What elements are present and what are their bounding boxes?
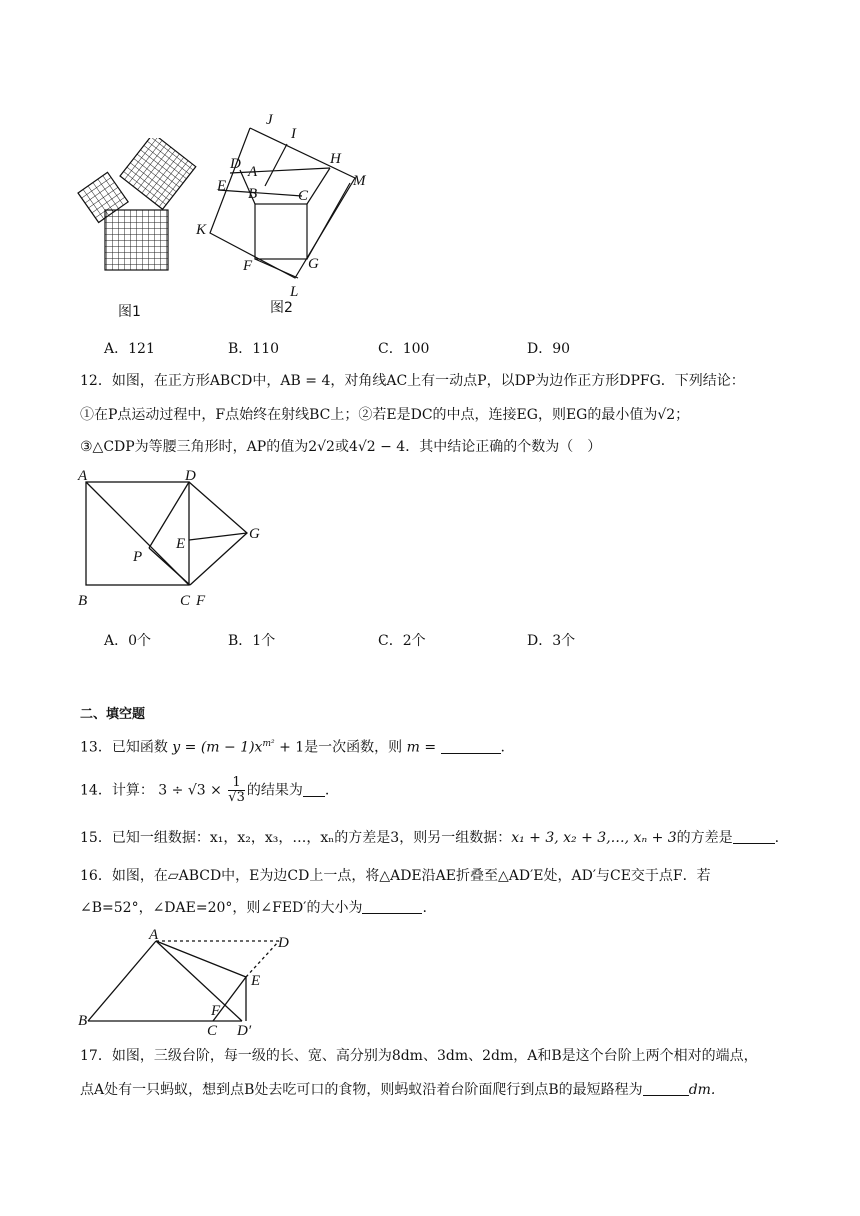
q16-line-2: ∠B=52°，∠DAE=20°，则∠FED′的大小为 .	[80, 900, 427, 916]
svg-text:J: J	[266, 112, 273, 128]
svg-text:C: C	[180, 593, 191, 609]
svg-text:F: F	[211, 1003, 221, 1019]
fig2-caption: 图2	[270, 300, 293, 316]
svg-text:I: I	[291, 126, 296, 142]
svg-text:B: B	[78, 593, 88, 609]
q13: 13．已知函数 $y = (m - 1)x^{m^2} + 1$是一次函数，则 m = .	[80, 739, 505, 756]
q16-figure	[74, 925, 304, 1040]
svg-text:B: B	[78, 1013, 88, 1029]
q14-answer-blank[interactable]	[303, 782, 325, 797]
svg-text:K: K	[196, 222, 207, 238]
svg-text:E: E	[217, 178, 227, 194]
q11-choice-d[interactable]: D．90	[527, 341, 571, 357]
svg-text:F: F	[196, 593, 206, 609]
svg-text:G: G	[308, 256, 319, 272]
svg-text:A: A	[149, 927, 159, 943]
q13-answer-blank[interactable]	[441, 739, 501, 754]
q12-choice-d[interactable]: D．3个	[527, 633, 576, 649]
medium-grid-square	[120, 138, 196, 209]
svg-text:E: E	[176, 536, 186, 552]
svg-text:G: G	[249, 526, 260, 542]
q12-choice-c[interactable]: C．2个	[378, 633, 426, 649]
fig1-caption: 图1	[118, 304, 141, 320]
svg-text:A: A	[248, 164, 258, 180]
svg-text:C: C	[298, 188, 309, 204]
q17-answer-blank[interactable]	[643, 1081, 689, 1096]
svg-text:C: C	[207, 1023, 218, 1039]
svg-text:D: D	[278, 935, 289, 951]
svg-text:B: B	[248, 186, 258, 202]
q16-answer-blank[interactable]	[362, 899, 422, 914]
q11-choice-a[interactable]: A．121	[104, 341, 155, 357]
q15-answer-blank[interactable]	[733, 829, 775, 844]
svg-text:M: M	[353, 173, 366, 189]
svg-text:E: E	[251, 973, 261, 989]
q12-line-3: ③△CDP为等腰三角形时，AP的值为2√2或4√2 − 4．其中结论正确的个数为（ ）	[80, 439, 602, 455]
q15: 15．已知一组数据：x₁，x₂，x₃，…，xₙ的方差是3，则另一组数据：x₁ + 3, x₂ + 3,…, xₙ + 3的方差是 .	[80, 830, 780, 846]
q11-figure-1	[70, 138, 200, 328]
svg-text:D′: D′	[237, 1023, 252, 1039]
q14: 14．计算： 3 ÷ √3 × $\frac{1}{√3}$ 的结果为 .	[80, 775, 330, 805]
q17-line-1: 17．如图，三级台阶，每一级的长、宽、高分别为8dm、3dm、2dm，A和B是这个台阶上两个相对的端点，	[80, 1048, 758, 1064]
q11-choice-c[interactable]: C．100	[378, 341, 430, 357]
q12-choice-b[interactable]: B．1个	[228, 633, 276, 649]
q12-line-2: ①在P点运动过程中，F点始终在射线BC上；②若E是DC的中点，连接EG，则EG的最小值为√2；	[80, 407, 690, 423]
q17-line-2: 点A处有一只蚂蚁，想到点B处去吃可口的食物，则蚂蚁沿着台阶面爬行到点B的最短路程为 dm.	[80, 1082, 716, 1098]
svg-text:H: H	[330, 151, 341, 167]
svg-text:D: D	[230, 156, 241, 172]
q11-figure-2	[190, 108, 380, 323]
q12-fig-label-a: A	[78, 468, 88, 484]
q12-figure	[72, 468, 272, 614]
svg-text:D: D	[185, 468, 196, 484]
svg-text:L: L	[290, 284, 299, 300]
q11-choice-b[interactable]: B．110	[228, 341, 280, 357]
svg-text:P: P	[133, 549, 143, 565]
svg-text:F: F	[243, 258, 253, 274]
large-grid-square	[105, 210, 168, 270]
section-heading: 二、填空题	[80, 707, 146, 722]
q12-choice-a[interactable]: A．0个	[104, 633, 152, 649]
q12-line-1: 12．如图，在正方形ABCD中，AB = 4，对角线AC上有一动点P，以DP为边作正方形DPFG．下列结论：	[80, 373, 745, 389]
q16-line-1: 16．如图，在▱ABCD中，E为边CD上一点，将△ADE沿AE折叠至△AD′E处，AD′与CE交于点F．若	[80, 868, 711, 884]
